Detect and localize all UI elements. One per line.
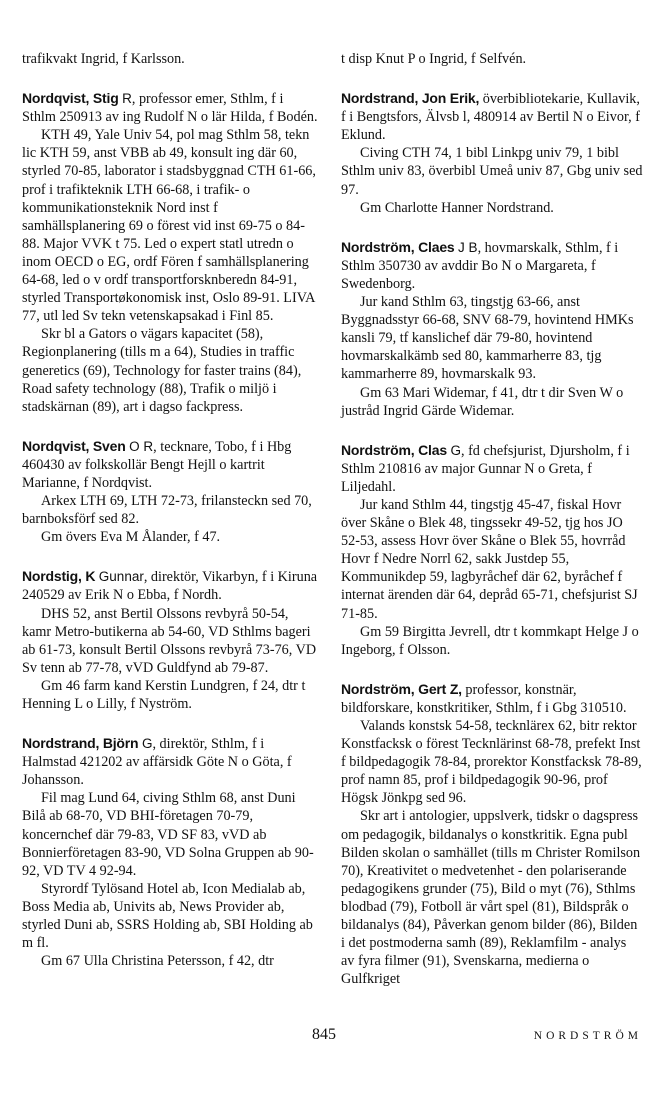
entry-nordqvist-stig [22, 89, 318, 416]
entry-intro: , tecknare, Tobo, f i Hbg 460430 av folkskollär Bengt Hejll o kartrit Marianne, f Nordqvist. [22, 438, 292, 491]
entry-nordstrand-jon-erik [341, 89, 643, 217]
entry-paragraph: Arkex LTH 69, LTH 72-73, frilansteckn sed 70, barnboksförf sed 82. [22, 493, 312, 528]
entry-name: Nordstrand, Jon Erik, [341, 90, 480, 107]
entry-paragraph: KTH 49, Yale Univ 54, pol mag Sthlm 58, tekn lic KTH 59, anst VBB ab 49, konsult ing där 60, styrled 70-85, laborator i stadsbyggnad CTH 61-66, prof i trafikteknik LTH 66-68, i trafik- o kommunikationsteknik Nord inst f samhällsplanering 69 o förest vid inst 69-75 o 84-88. Major VVK t 75. Led o expert statl utredn o inom OECD o EG, ordf Fören f samhällsplanering 64-68, led o v ordf transportforsknberedn 84-91, styrled Transportøkonomisk inst, Oslo 89-91. LIVA 77, utl led Sv tekn vetenskapsakad i Finl 85. [22, 127, 316, 325]
left-column [22, 50, 318, 991]
entry-paragraph: Skr bl a Gators o vägars kapacitet (58), Regionplanering (tills m a 64), Studies in traffic generetics (69), Technology for faster trains (84), Road safety technology (88), Trafik o miljö i stadskärnan (89), art i dagso fackpress. [22, 326, 302, 415]
entry-paragraph: Gm 67 Ulla Christina Petersson, f 42, dtr [41, 953, 274, 970]
entry-name: Nordström, Clas [341, 441, 447, 458]
right-column [341, 50, 643, 1009]
entry-intro: , direktör, Sthlm, f i Halmstad 421202 av affärsidk Göte N o Göta, f Johansson. [22, 736, 292, 789]
entry-paragraph: Gm 59 Birgitta Jevrell, dtr t kommkapt Helge J o Ingeborg, f Olsson. [341, 623, 639, 658]
continuation-text: t disp Knut P o Ingrid, f Selfvén. [341, 51, 527, 67]
entry-paragraph: Valands konstsk 54-58, tecknlärex 62, bitr rektor Konstfacksk o förest Tecknlärinst 68-78, prefekt Inst f bildpedagogik 78-84, prorektor Konstfacksk 78-89, prof namn 85, prof i bildpedagogik 90-96, prof Högsk Jönkpg sed 96. [341, 718, 642, 807]
entry-initials: G [450, 442, 461, 458]
entry-paragraph: Skr art i antologier, uppslverk, tidskr o dagspress om pedagogik, bildanalys o konstkritik. Egna publ Bilden skolan o samhället (tills m Christer Romilson 70), Kreativitet o medvetenhet - den polariserande pedagogikens grunder (75), Bild o myt (76), Sthlms blodbad (79), Fotboll är vårt spel (81), Bildspråk o bildanalys (84), Påverkan genom bilder (86), Bilden i det postmoderna samh (89), Reklamfilm - analys av fyra filmer (91), Svenskarna, medierna o Gulfkriget [341, 808, 641, 988]
entry-nordstrom-claes [341, 238, 643, 420]
entry-intro: , hovmarskalk, Sthlm, f i Sthlm 350730 av avddir Bo N o Margareta, f Swedenborg. [341, 239, 619, 292]
entry-intro: , direktör, Vikarbyn, f i Kiruna 240529 av Erik N o Ebba, f Nordh. [22, 569, 318, 604]
entry-name: Nordström, Gert Z, [341, 680, 462, 697]
entry-paragraph: Gm övers Eva M Ålander, f 47. [41, 529, 221, 546]
entry-initials: G [141, 736, 153, 752]
entry-intro: , professor emer, Sthlm, f i Sthlm 250913 av ing Rudolf N o lär Hilda, f Bodén. [22, 91, 318, 126]
entry-initials: Gunnar [98, 569, 144, 585]
entry-initials: R [122, 91, 132, 107]
entry-name: Nordqvist, Sven [22, 437, 126, 454]
entry-initials: O R [129, 438, 154, 454]
entry-nordstrom-clas [341, 441, 643, 659]
continuation-text: trafikvakt Ingrid, f Karlsson. [22, 51, 185, 67]
entry-name: Nordqvist, Stig [22, 90, 119, 107]
entry-nordqvist-sven [22, 437, 318, 547]
page-number: 845 [312, 1026, 336, 1043]
entry-intro: överbibliotekarie, Kullavik, f i Bengtsfors, Älvsb l, 480914 av Bertil N o Eivor, f Eklund. [341, 91, 640, 144]
entry-paragraph: Fil mag Lund 64, civing Sthlm 68, anst Duni Bilå ab 68-70, VD BHI-företagen 70-79, koncernchef där 79-83, VD SF 83, vVD ab Bonnierföretagen 83-90, VD Solna Gruppen ab 90-92, VD TV 4 92-94. [22, 790, 314, 879]
entry-nordstrand-bjorn [22, 734, 318, 970]
entry-paragraph: Styrordf Tylösand Hotel ab, Icon Medialab ab, Boss Media ab, Univits ab, News Provider ab, styrled Duni ab, SSRS Holding ab, SBI Holding ab m fl. [22, 880, 313, 952]
entry-paragraph: Gm 63 Mari Widemar, f 41, dtr t dir Sven W o justråd Ingrid Gärde Widemar. [341, 384, 624, 419]
entry-initials: J B [458, 239, 478, 255]
entry-paragraph: Civing CTH 74, 1 bibl Linkpg univ 79, 1 bibl Sthlm univ 83, överbibl Umeå univ 87, Gbg univ sed 97. [341, 145, 643, 198]
entry-name: Nordström, Claes [341, 238, 455, 255]
entry-paragraph: DHS 52, anst Bertil Olssons revbyrå 50-54, kamr Metro-butikerna ab 54-60, VD Sthlms bageri ab 61-73, konsult Bertil Olssons revbyrå 73-76, VD Sv tenn ab 77-78, vVD Guldfynd ab 79-87. [22, 605, 317, 676]
entry-paragraph: Gm 46 farm kand Kerstin Lundgren, f 24, dtr t Henning L o Lilly, f Nyström. [22, 677, 306, 712]
entry-nordstig-k [22, 567, 318, 713]
running-head: NORDSTRÖM [533, 1030, 642, 1042]
entry-name: Nordstrand, Björn [22, 735, 139, 752]
entry-intro: professor, konstnär, bildforskare, konstkritiker, Sthlm, f i Gbg 310510. [341, 681, 627, 716]
entry-paragraph: Gm Charlotte Hanner Nordstrand. [360, 199, 554, 216]
entry-name: Nordstig, K [22, 568, 96, 585]
entry-paragraph: Jur kand Sthlm 44, tingstjg 45-47, fiskal Hovr över Skåne o Blek 48, tingssekr 49-52, tjg hos JO 52-53, assess Hovr över Skåne o Blek 55, hovrråd Hovr f Nedre Norrl 62, sakk Justdep 55, Kommunikdep 59, lagbyråchef där 62, byråchef f internat ärenden där 64, depråd 65-71, chefsjurist SJ 71-85. [341, 496, 638, 622]
entry-intro: , fd chefsjurist, Djursholm, f i Sthlm 210816 av major Gunnar N o Greta, f Liljedahl. [341, 442, 630, 495]
entry-nordstrom-gert [341, 680, 643, 989]
entry-paragraph: Jur kand Sthlm 63, tingstjg 63-66, anst Byggnadsstyr 66-68, SNV 68-79, hovintend HMKs kansli 79, tf kanslichef där 79-80, hovintend hovmarskalkämb sed 80, kammarherre 83, tjg kammarherre 89, hovmarskalk 93. [341, 294, 634, 383]
